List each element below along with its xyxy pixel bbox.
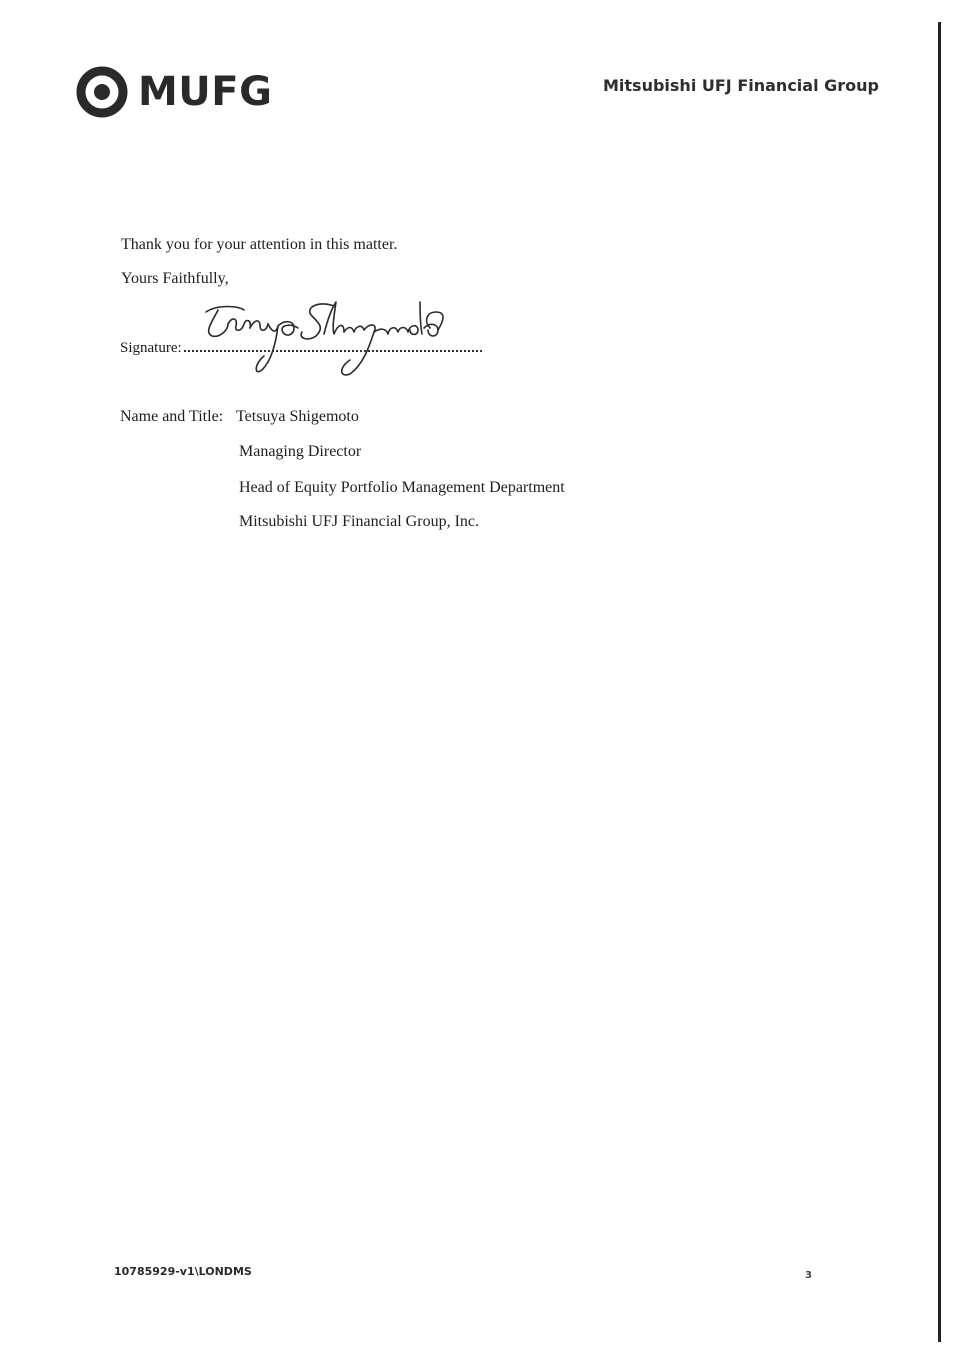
signatory-title-line: Head of Equity Portfolio Management Department [239, 479, 565, 496]
signatory-name: Tetsuya Shigemoto [236, 408, 359, 425]
signatory-title-line: Mitsubishi UFJ Financial Group, Inc. [239, 513, 479, 530]
signatory-title-line: Managing Director [239, 443, 362, 460]
logo-text: MUFG [138, 69, 273, 115]
document-reference: 10785929-v1\LONDMS [114, 1265, 252, 1278]
mufg-logo [76, 64, 272, 120]
name-title-label: Name and Title: [120, 408, 224, 425]
handwritten-signature [198, 298, 448, 378]
closing-line: Yours Faithfully, [121, 270, 229, 287]
company-name: Mitsubishi UFJ Financial Group [603, 76, 879, 95]
page-number: 3 [805, 1270, 812, 1281]
mufg-logo-mark-icon [76, 66, 128, 118]
page-edge-line [938, 22, 941, 1342]
signature-label: Signature: [120, 340, 182, 356]
thanks-line: Thank you for your attention in this matter. [121, 236, 398, 253]
